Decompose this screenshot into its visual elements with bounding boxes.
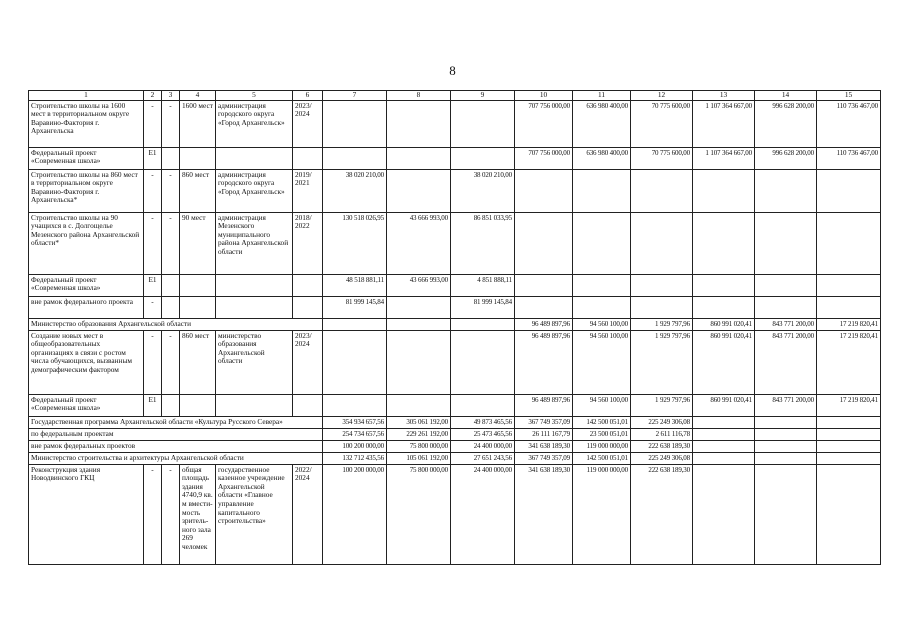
project-code: -: [144, 100, 162, 147]
column-number: 13: [693, 91, 755, 101]
amount-cell: [817, 428, 881, 440]
item-name: Строительство школы на 90 учащихся в с. Долгощелье Мезенского района Архангельской области*: [29, 212, 144, 274]
amount-cell: 354 934 657,56: [323, 416, 387, 428]
amount-cell: 81 999 145,84: [323, 296, 387, 318]
customer-cell: администрация Мезенского муниципального района Архангельской области: [216, 212, 293, 274]
amount-cell: 225 249 306,08: [631, 452, 693, 464]
amount-cell: [387, 318, 451, 330]
item-name: Реконструкция здания Новодвинского ГКЦ: [29, 464, 144, 564]
amount-cell: [755, 452, 817, 464]
amount-cell: [755, 440, 817, 452]
section-label: по федеральным проектам: [29, 428, 323, 440]
amount-cell: 25 473 465,56: [451, 428, 515, 440]
period-cell: 2023/ 2024: [293, 100, 323, 147]
column-3-cell: -: [162, 330, 180, 394]
column-number-row: [29, 91, 881, 101]
column-3-cell: -: [162, 212, 180, 274]
amount-cell: [693, 296, 755, 318]
amount-cell: [387, 330, 451, 394]
project-code: -: [144, 212, 162, 274]
amount-cell: 341 638 189,30: [515, 464, 573, 564]
amount-cell: 24 400 000,00: [451, 464, 515, 564]
amount-cell: 843 771 200,00: [755, 394, 817, 416]
project-code: E1: [144, 394, 162, 416]
amount-cell: 70 775 600,00: [631, 100, 693, 147]
amount-cell: [323, 100, 387, 147]
amount-cell: 23 500 051,01: [573, 428, 631, 440]
capacity-cell: [180, 296, 216, 318]
amount-cell: 100 200 000,00: [323, 464, 387, 564]
amount-cell: 860 991 020,41: [693, 394, 755, 416]
amount-cell: 81 999 145,84: [451, 296, 515, 318]
amount-cell: [387, 169, 451, 212]
table-row: [29, 296, 881, 318]
amount-cell: 996 628 200,00: [755, 100, 817, 147]
amount-cell: [573, 274, 631, 296]
item-name: Создание новых мест в общеобразовательных организациях в связи с ростом числа обучающихся, вызванным демографическим фактором: [29, 330, 144, 394]
column-number: 7: [323, 91, 387, 101]
table-row: [29, 169, 881, 212]
amount-cell: 100 200 000,00: [323, 440, 387, 452]
period-cell: [293, 394, 323, 416]
amount-cell: 843 771 200,00: [755, 330, 817, 394]
column-3-cell: [162, 394, 180, 416]
amount-cell: 119 000 000,00: [573, 464, 631, 564]
amount-cell: 305 061 192,00: [387, 416, 451, 428]
amount-cell: [323, 394, 387, 416]
amount-cell: 17 219 820,41: [817, 330, 881, 394]
capacity-cell: 90 мест: [180, 212, 216, 274]
period-cell: 2022/ 2024: [293, 464, 323, 564]
capacity-cell: [180, 394, 216, 416]
amount-cell: [755, 212, 817, 274]
amount-cell: 96 489 897,96: [515, 330, 573, 394]
amount-cell: 636 980 400,00: [573, 147, 631, 169]
column-number: 14: [755, 91, 817, 101]
amount-cell: [515, 212, 573, 274]
capacity-cell: 1600 мест: [180, 100, 216, 147]
section-label: Министерство строительства и архитектуры Архангельской области: [29, 452, 323, 464]
amount-cell: [755, 416, 817, 428]
amount-cell: [323, 330, 387, 394]
amount-cell: 43 666 993,00: [387, 274, 451, 296]
capacity-cell: 860 мест: [180, 330, 216, 394]
amount-cell: [817, 169, 881, 212]
capacity-cell: общая площадь здания 4740,9 кв. м вмести- мость зритель- ного зала 269 челомек: [180, 464, 216, 564]
amount-cell: 1 929 797,96: [631, 318, 693, 330]
amount-cell: 96 489 897,96: [515, 318, 573, 330]
section-label: Министерство образования Архангельской области: [29, 318, 323, 330]
amount-cell: 132 712 435,56: [323, 452, 387, 464]
column-number: 3: [162, 91, 180, 101]
amount-cell: 96 489 897,96: [515, 394, 573, 416]
amount-cell: [451, 318, 515, 330]
amount-cell: [451, 147, 515, 169]
amount-cell: 341 638 189,30: [515, 440, 573, 452]
item-name: вне рамок федерального проекта: [29, 296, 144, 318]
column-number: 10: [515, 91, 573, 101]
section-label: Государственная программа Архангельской области «Культура Русского Севера»: [29, 416, 323, 428]
table-row: [29, 416, 881, 428]
amount-cell: [693, 428, 755, 440]
amount-cell: 843 771 200,00: [755, 318, 817, 330]
period-cell: 2023/ 2024: [293, 330, 323, 394]
column-number: 1: [29, 91, 144, 101]
column-number: 5: [216, 91, 293, 101]
table-row: [29, 440, 881, 452]
column-number: 9: [451, 91, 515, 101]
amount-cell: 70 775 600,00: [631, 147, 693, 169]
period-cell: 2018/ 2022: [293, 212, 323, 274]
capacity-cell: [180, 147, 216, 169]
amount-cell: 254 734 657,56: [323, 428, 387, 440]
amount-cell: 636 980 400,00: [573, 100, 631, 147]
amount-cell: [387, 394, 451, 416]
amount-cell: [817, 452, 881, 464]
amount-cell: 38 020 210,00: [451, 169, 515, 212]
amount-cell: [451, 330, 515, 394]
table-row: [29, 452, 881, 464]
amount-cell: [323, 318, 387, 330]
customer-cell: [216, 147, 293, 169]
amount-cell: [755, 428, 817, 440]
period-cell: [293, 274, 323, 296]
project-code: E1: [144, 147, 162, 169]
amount-cell: 94 560 100,00: [573, 318, 631, 330]
amount-cell: [755, 274, 817, 296]
amount-cell: [817, 416, 881, 428]
section-label: вне рамок федеральных проектов: [29, 440, 323, 452]
customer-cell: министерство образования Архангельской области: [216, 330, 293, 394]
customer-cell: [216, 274, 293, 296]
amount-cell: 110 736 467,00: [817, 100, 881, 147]
column-number: 8: [387, 91, 451, 101]
project-code: -: [144, 296, 162, 318]
customer-cell: государственное казенное учреждение Архангельской области «Главное управление капитального строительства»: [216, 464, 293, 564]
period-cell: [293, 147, 323, 169]
table-row: [29, 428, 881, 440]
amount-cell: 229 261 192,00: [387, 428, 451, 440]
amount-cell: [817, 212, 881, 274]
customer-cell: администрация городского округа «Город Архангельск»: [216, 100, 293, 147]
amount-cell: 225 249 306,08: [631, 416, 693, 428]
amount-cell: 26 111 167,79: [515, 428, 573, 440]
amount-cell: 86 851 033,95: [451, 212, 515, 274]
amount-cell: [693, 452, 755, 464]
table-row: [29, 274, 881, 296]
amount-cell: 130 518 026,95: [323, 212, 387, 274]
amount-cell: 222 638 189,30: [631, 440, 693, 452]
amount-cell: [451, 100, 515, 147]
amount-cell: 48 518 881,11: [323, 274, 387, 296]
project-code: -: [144, 464, 162, 564]
column-number: 4: [180, 91, 216, 101]
amount-cell: 38 020 210,00: [323, 169, 387, 212]
amount-cell: [631, 296, 693, 318]
amount-cell: 1 929 797,96: [631, 330, 693, 394]
amount-cell: 105 061 192,00: [387, 452, 451, 464]
column-3-cell: -: [162, 100, 180, 147]
amount-cell: 24 400 000,00: [451, 440, 515, 452]
amount-cell: [573, 169, 631, 212]
amount-cell: [515, 296, 573, 318]
table-row: [29, 318, 881, 330]
amount-cell: 1 107 364 667,00: [693, 147, 755, 169]
budget-table: [28, 90, 881, 565]
amount-cell: [387, 147, 451, 169]
amount-cell: 860 991 020,41: [693, 330, 755, 394]
amount-cell: 110 736 467,00: [817, 147, 881, 169]
amount-cell: [515, 169, 573, 212]
amount-cell: [817, 464, 881, 564]
amount-cell: 43 666 993,00: [387, 212, 451, 274]
amount-cell: 707 756 000,00: [515, 147, 573, 169]
period-cell: 2019/ 2021: [293, 169, 323, 212]
amount-cell: 75 800 000,00: [387, 440, 451, 452]
column-3-cell: [162, 274, 180, 296]
amount-cell: [755, 464, 817, 564]
amount-cell: 75 800 000,00: [387, 464, 451, 564]
column-number: 11: [573, 91, 631, 101]
amount-cell: 17 219 820,41: [817, 318, 881, 330]
amount-cell: 17 219 820,41: [817, 394, 881, 416]
amount-cell: 1 107 364 667,00: [693, 100, 755, 147]
amount-cell: 367 749 357,09: [515, 416, 573, 428]
amount-cell: [693, 169, 755, 212]
item-name: Строительство школы на 860 мест в территориальном округе Варавино-Фактория г. Архангельска*: [29, 169, 144, 212]
column-number: 15: [817, 91, 881, 101]
amount-cell: [387, 100, 451, 147]
page-number: 8: [449, 63, 456, 78]
amount-cell: 707 756 000,00: [515, 100, 573, 147]
capacity-cell: [180, 274, 216, 296]
table-row: [29, 330, 881, 394]
item-name: Федеральный проект «Современная школа»: [29, 274, 144, 296]
amount-cell: [693, 274, 755, 296]
amount-cell: 49 873 465,56: [451, 416, 515, 428]
amount-cell: [573, 296, 631, 318]
column-number: 2: [144, 91, 162, 101]
amount-cell: [573, 212, 631, 274]
amount-cell: 860 991 020,41: [693, 318, 755, 330]
column-3-cell: -: [162, 464, 180, 564]
amount-cell: 94 560 100,00: [573, 394, 631, 416]
table-row: [29, 394, 881, 416]
amount-cell: 142 500 051,01: [573, 452, 631, 464]
amount-cell: 996 628 200,00: [755, 147, 817, 169]
amount-cell: [817, 296, 881, 318]
amount-cell: [631, 169, 693, 212]
amount-cell: 2 611 116,78: [631, 428, 693, 440]
customer-cell: администрация городского округа «Город Архангельск»: [216, 169, 293, 212]
amount-cell: 1 929 797,96: [631, 394, 693, 416]
item-name: Строительство школы на 1600 мест в территориальном округе Варавино-Фактория г. Архангельска: [29, 100, 144, 147]
project-code: -: [144, 330, 162, 394]
amount-cell: [755, 296, 817, 318]
amount-cell: 27 651 243,56: [451, 452, 515, 464]
customer-cell: [216, 394, 293, 416]
capacity-cell: 860 мест: [180, 169, 216, 212]
column-number: 12: [631, 91, 693, 101]
amount-cell: 222 638 189,30: [631, 464, 693, 564]
table-row: [29, 100, 881, 147]
amount-cell: [693, 212, 755, 274]
amount-cell: [323, 147, 387, 169]
amount-cell: [693, 464, 755, 564]
table-row: [29, 212, 881, 274]
amount-cell: 142 500 051,01: [573, 416, 631, 428]
column-3-cell: [162, 296, 180, 318]
amount-cell: 119 000 000,00: [573, 440, 631, 452]
amount-cell: [755, 169, 817, 212]
amount-cell: [817, 440, 881, 452]
amount-cell: [387, 296, 451, 318]
amount-cell: [693, 416, 755, 428]
project-code: E1: [144, 274, 162, 296]
item-name: Федеральный проект «Современная школа»: [29, 147, 144, 169]
table-row: [29, 464, 881, 564]
project-code: -: [144, 169, 162, 212]
amount-cell: 94 560 100,00: [573, 330, 631, 394]
amount-cell: [515, 274, 573, 296]
column-3-cell: [162, 147, 180, 169]
amount-cell: [693, 440, 755, 452]
amount-cell: 4 851 888,11: [451, 274, 515, 296]
item-name: Федеральный проект «Современная школа»: [29, 394, 144, 416]
amount-cell: [451, 394, 515, 416]
amount-cell: [817, 274, 881, 296]
amount-cell: [631, 212, 693, 274]
customer-cell: [216, 296, 293, 318]
column-number: 6: [293, 91, 323, 101]
column-3-cell: -: [162, 169, 180, 212]
amount-cell: [631, 274, 693, 296]
amount-cell: 367 749 357,09: [515, 452, 573, 464]
table-row: [29, 147, 881, 169]
period-cell: [293, 296, 323, 318]
